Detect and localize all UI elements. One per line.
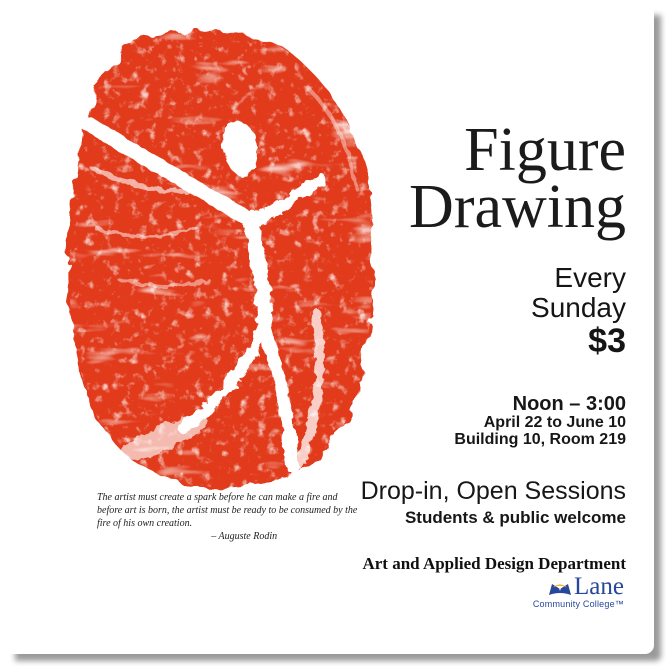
event-title bbox=[409, 116, 626, 241]
department-name: Art and Applied Design Department bbox=[362, 554, 626, 573]
lane-logo-subtitle: Community College™ bbox=[532, 599, 624, 609]
detail-time: Noon – 3:00 bbox=[512, 393, 626, 415]
lane-logo-name: Lane bbox=[574, 573, 624, 600]
title-line-2: Drawing bbox=[409, 173, 626, 241]
title-line-1: Figure bbox=[464, 116, 626, 184]
quote-line: The artist must create a spark before he can make a fire and bbox=[97, 492, 338, 503]
figure-print-artwork bbox=[58, 28, 388, 493]
lane-logo-icon bbox=[547, 579, 573, 596]
schedule-frequency-line-1: Every bbox=[554, 262, 626, 293]
quote-attribution: – Auguste Rodin bbox=[211, 531, 278, 542]
price: $3 bbox=[588, 322, 626, 360]
figure-print-svg bbox=[58, 28, 388, 493]
lane-logo bbox=[532, 573, 624, 609]
session-info bbox=[361, 478, 626, 528]
detail-dates: April 22 to June 10 bbox=[483, 414, 626, 431]
schedule-block bbox=[531, 262, 626, 360]
rodin-quote bbox=[97, 491, 357, 543]
quote-line: before art is born, the artist must be ready to be consumed by the bbox=[97, 505, 358, 516]
session-audience: Students & public welcome bbox=[404, 508, 626, 527]
quote-line: fire of his own creation. bbox=[97, 518, 193, 529]
session-type: Drop-in, Open Sessions bbox=[360, 477, 626, 505]
detail-location: Building 10, Room 219 bbox=[454, 431, 626, 448]
print-texture bbox=[58, 28, 388, 493]
schedule-frequency-line-2: Sunday bbox=[531, 292, 626, 323]
event-details bbox=[454, 394, 626, 448]
lane-logo-row bbox=[533, 573, 624, 600]
